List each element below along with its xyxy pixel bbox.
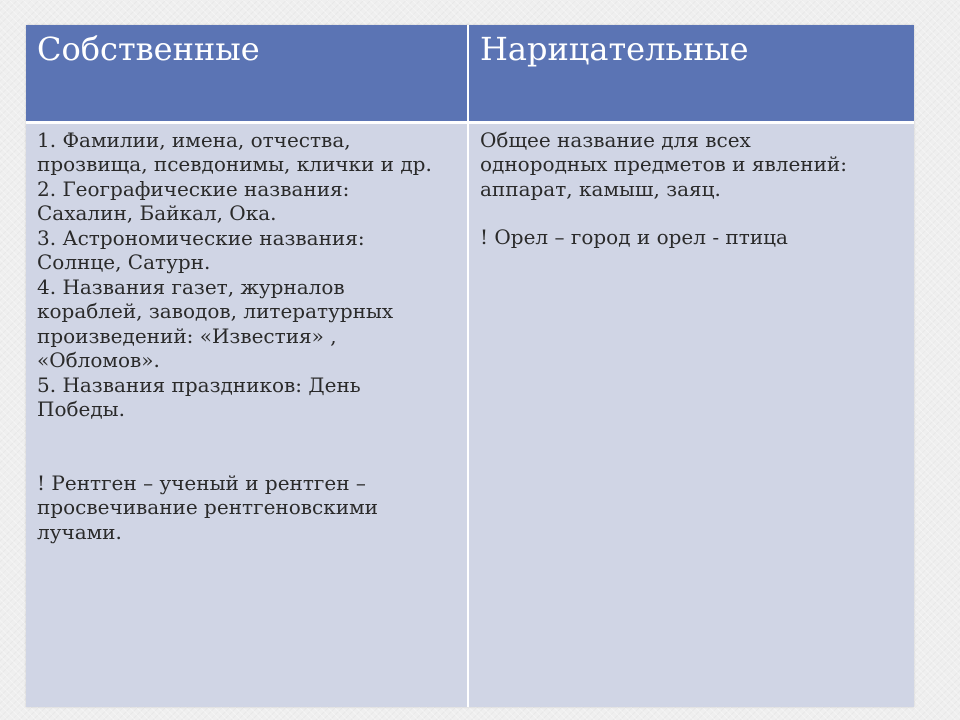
common-line: Общее название для всех [480, 127, 751, 152]
proper-line: 4. Названия газет, журналов [37, 274, 345, 299]
header-common-nouns: Нарицательные [468, 25, 914, 122]
common-nouns-cell [468, 122, 914, 707]
proper-line: прозвища, псевдонимы, клички и др. [37, 152, 432, 176]
spacer [480, 201, 904, 225]
proper-line: произведений: «Известия» , [37, 323, 337, 348]
nouns-table [26, 25, 914, 707]
proper-line: 5. Названия праздников: День [37, 372, 361, 397]
proper-line: Сахалин, Байкал, Ока. [37, 201, 277, 225]
proper-nouns-cell [26, 122, 468, 707]
proper-note-line: просвечивание рентгеновскими [37, 495, 378, 519]
table-body-row [26, 122, 914, 707]
common-note: ! Орел – город и орел - птица [480, 225, 788, 249]
proper-line: Солнце, Сатурн. [37, 250, 211, 274]
common-line: однородных предметов и явлений: [480, 152, 848, 176]
proper-note-line: лучами. [37, 519, 122, 544]
proper-line: 2. Географические названия: [37, 176, 350, 201]
proper-line: «Обломов». [37, 348, 160, 372]
proper-line: 1. Фамилии, имена, отчества, [37, 127, 351, 152]
table-header-row [26, 25, 914, 122]
proper-line: 3. Астрономические названия: [37, 225, 365, 250]
proper-line: кораблей, заводов, литературных [37, 299, 394, 323]
proper-line: Победы. [37, 397, 125, 421]
spacer [37, 422, 457, 471]
common-line: аппарат, камыш, заяц. [480, 176, 721, 201]
header-proper-nouns: Собственные [26, 25, 468, 122]
proper-note-line: ! Рентген – ученый и рентген – [37, 470, 366, 495]
